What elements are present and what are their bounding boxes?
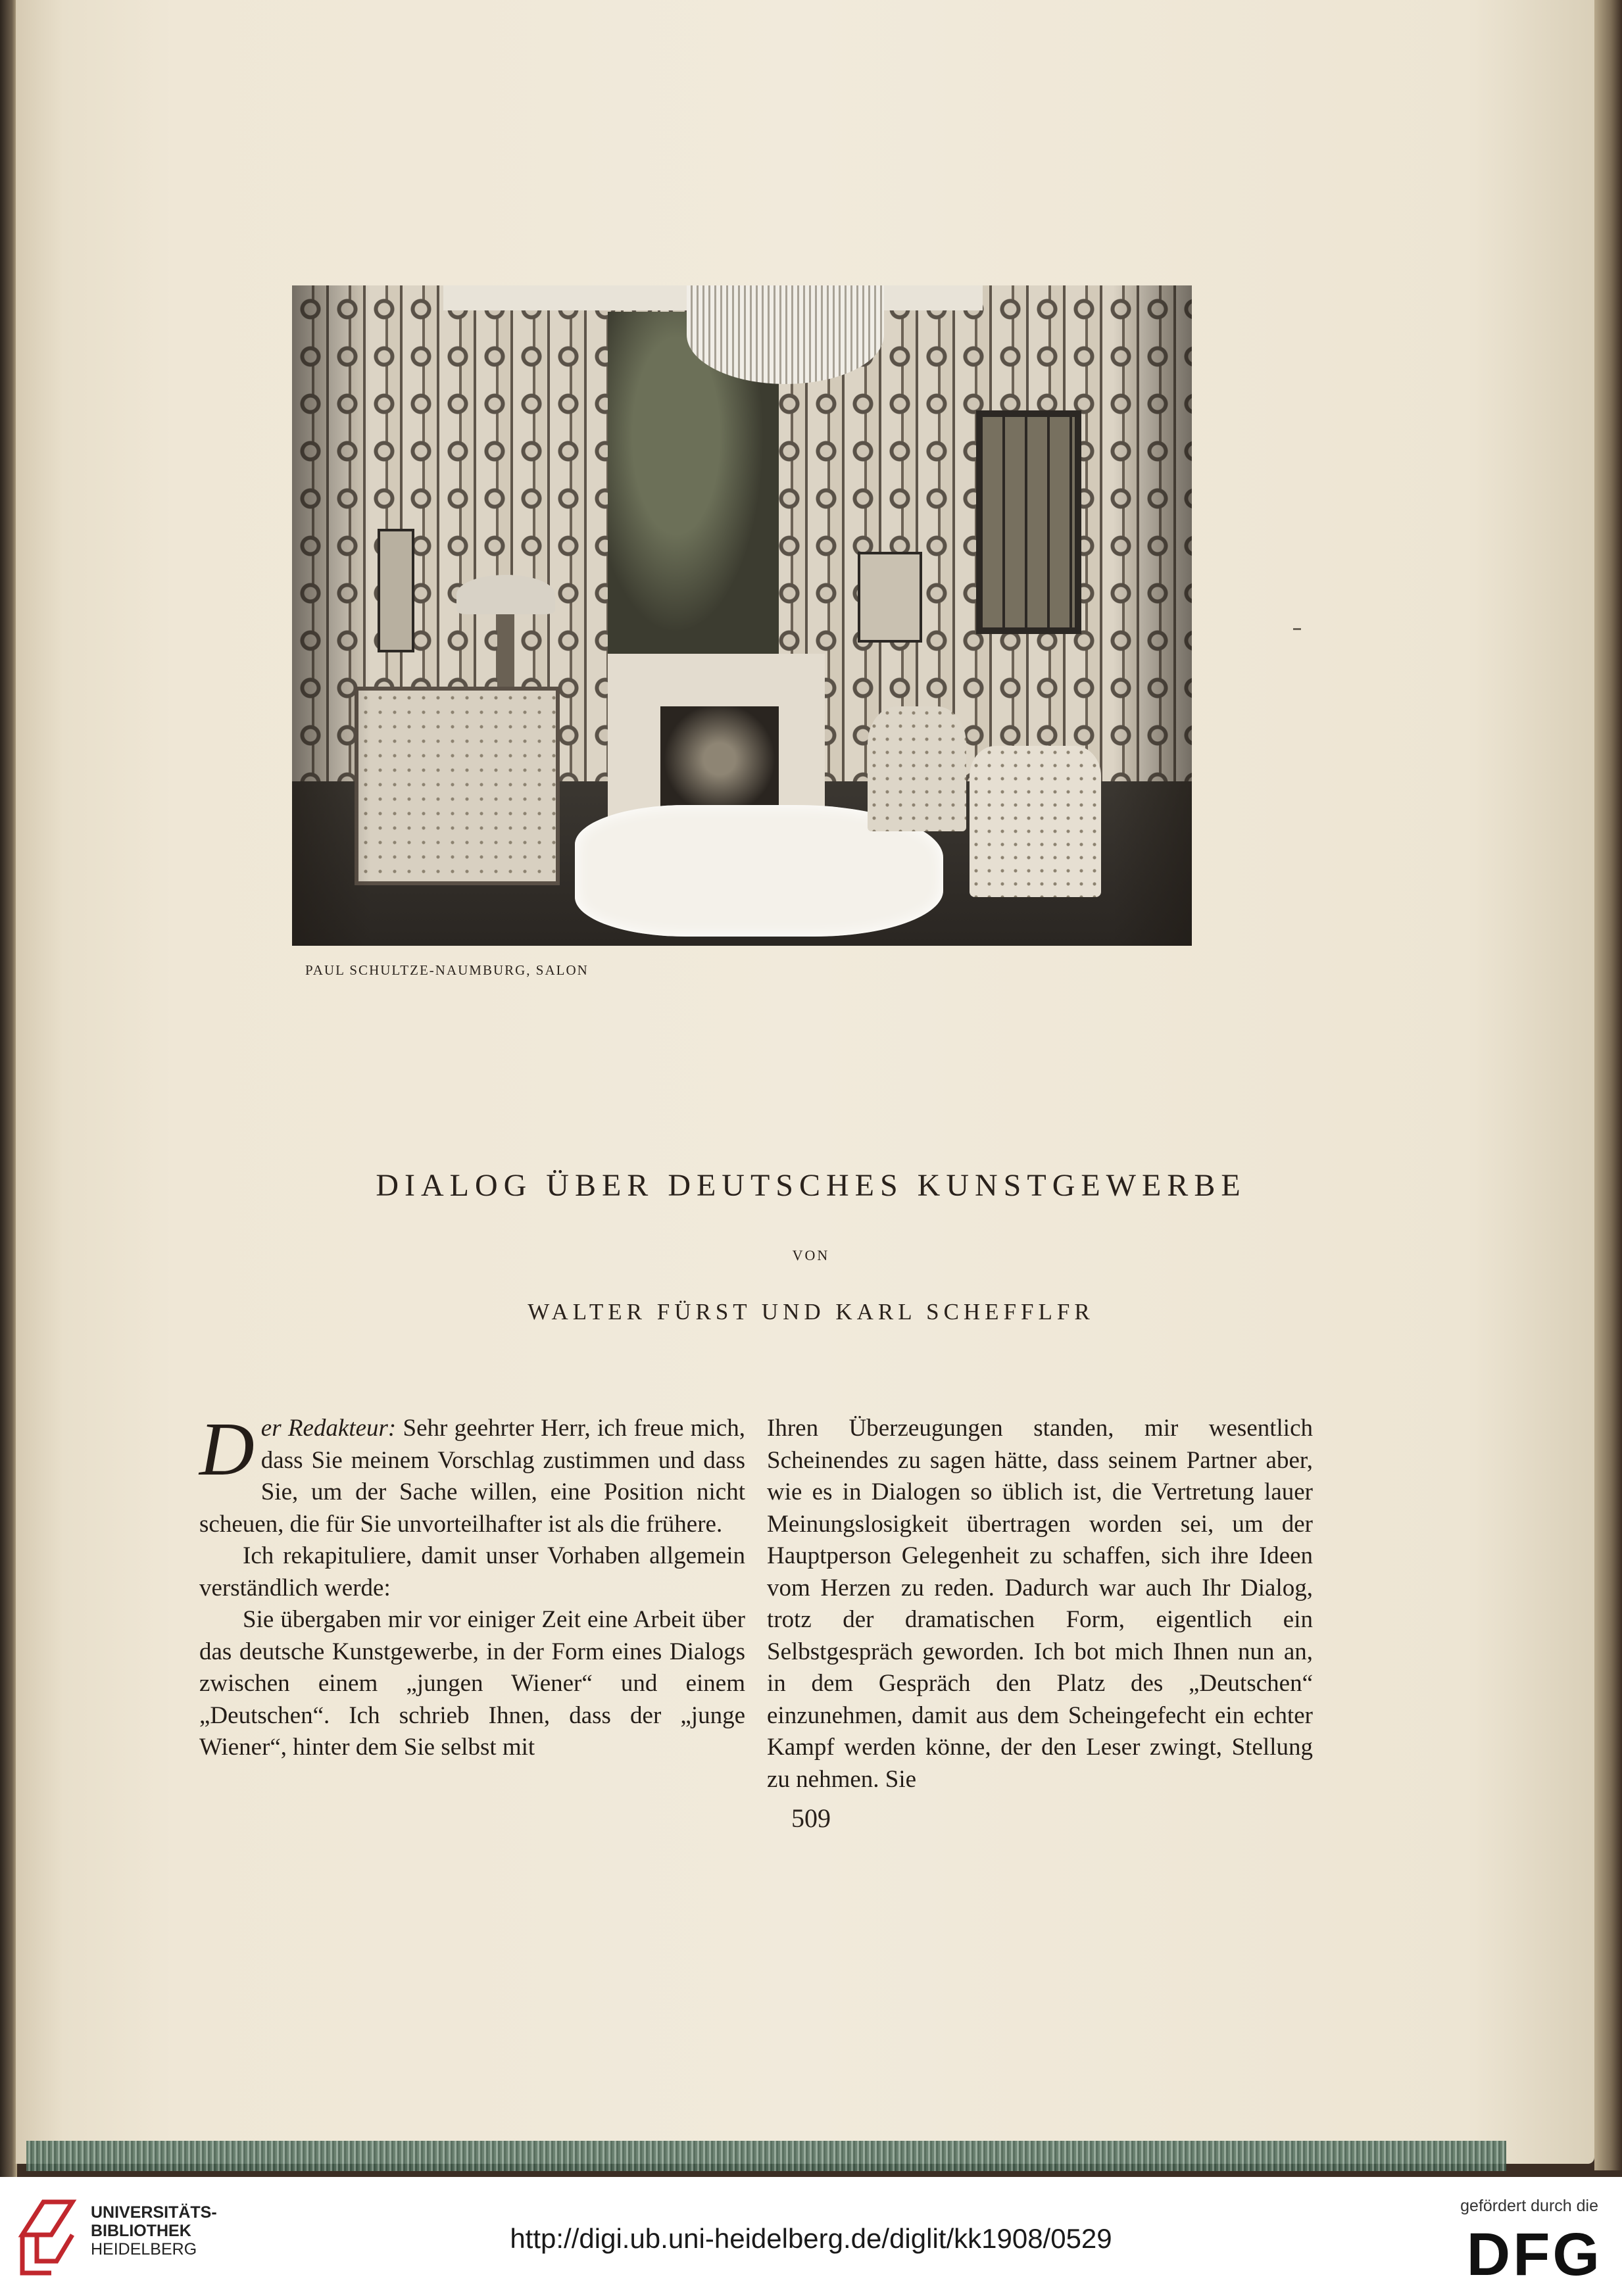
salon-photograph xyxy=(292,285,1192,946)
dfg-logo[interactable]: DFG xyxy=(1466,2221,1602,2288)
framed-picture-left xyxy=(378,529,414,652)
plate-shadow-right xyxy=(1113,285,1192,946)
paragraph-1 xyxy=(199,1407,745,1540)
text-column-left xyxy=(199,1407,745,1764)
paragraph-3: Sie übergaben mir vor einiger Zeit eine Arbeit über das deutsche Kunstgewerbe, in der Form eines Dialogs zwischen einem „jungen Wiener“ und einem „Deutschen“. Ich schrieb Ihnen, dass der „junge Wiener“, hinter dem Sie selbst mit xyxy=(199,1606,745,1761)
speaker-label: er Redakteur: xyxy=(260,1415,397,1442)
lamp-shade xyxy=(456,575,555,614)
paragraph-4: Ihren Überzeugungen standen, mir wesentlich Scheinendes zu sagen hätte, dass seinem Partner aber, wie es in Dialogen so üblich ist, die Vertretung lauer Meinungslosigkeit übertragen worden sei, um der Hauptperson Gelegenheit zu schaffen, sich ihre Ideen vom Herzen zu reden. Dadurch war auch Ihr Dialog, trotz der dramatischen Form, eigentlich ein Selbstgespräch geworden. Ich bot mich Ihnen nun an, in dem Gespräch den Platz des „Deutschen“ einzunehmen, damit aus dem Scheingefecht ein echter Kampf werden könne, der den Leser zwingt, Stellung zu nehmen. Sie xyxy=(767,1415,1313,1793)
lamp-base xyxy=(497,614,514,687)
article-title: DIALOG ÜBER DEUTSCHES KUNSTGEWERBE xyxy=(376,1168,1246,1203)
funded-by-label: gefördert durch die xyxy=(1460,2197,1598,2215)
page-edge xyxy=(1594,0,1622,2170)
paragraph-1-text: Sehr geehrter Herr, ich freue mich, dass Sie meinem Vorschlag zustimmen und dass Sie, um der Sache willen, eine Position nicht scheuen, die für Sie unvorteilhafter ist als die frühere. xyxy=(199,1415,745,1538)
article-authors: WALTER FÜRST UND KARL SCHEFFLFR xyxy=(528,1299,1094,1325)
drop-cap: D xyxy=(199,1407,255,1492)
book-spine xyxy=(0,0,17,2177)
armchair-front xyxy=(970,746,1101,897)
plate-caption: PAUL SCHULTZE-NAUMBURG, SALON xyxy=(305,962,589,978)
framed-picture-right xyxy=(858,552,922,643)
cover-cloth-strip xyxy=(26,2141,1506,2171)
library-name-line-3: HEIDELBERG xyxy=(91,2240,197,2259)
wall-mirror xyxy=(976,410,1081,634)
pencil-mark xyxy=(1293,628,1301,630)
paragraph-2: Ich rekapituliere, damit unser Vorhaben allgemein verständlich werde: xyxy=(199,1542,745,1601)
firebox xyxy=(660,706,779,812)
byline-prefix: VON xyxy=(792,1247,830,1263)
footer-bar xyxy=(0,2177,1622,2296)
page-number: 509 xyxy=(791,1803,831,1833)
armchair-back xyxy=(868,706,966,831)
library-name-line-2: BIBLIOTHEK xyxy=(91,2222,191,2240)
sofa xyxy=(355,687,560,885)
crystal-chandelier xyxy=(687,285,884,384)
plate-shadow-left xyxy=(292,285,371,946)
permalink-url[interactable]: http://digi.ub.uni-heidelberg.de/diglit/kk1908/0529 xyxy=(510,2223,1112,2254)
library-name-line-1: UNIVERSITÄTS- xyxy=(91,2203,217,2222)
text-column-right xyxy=(767,1413,1313,1795)
